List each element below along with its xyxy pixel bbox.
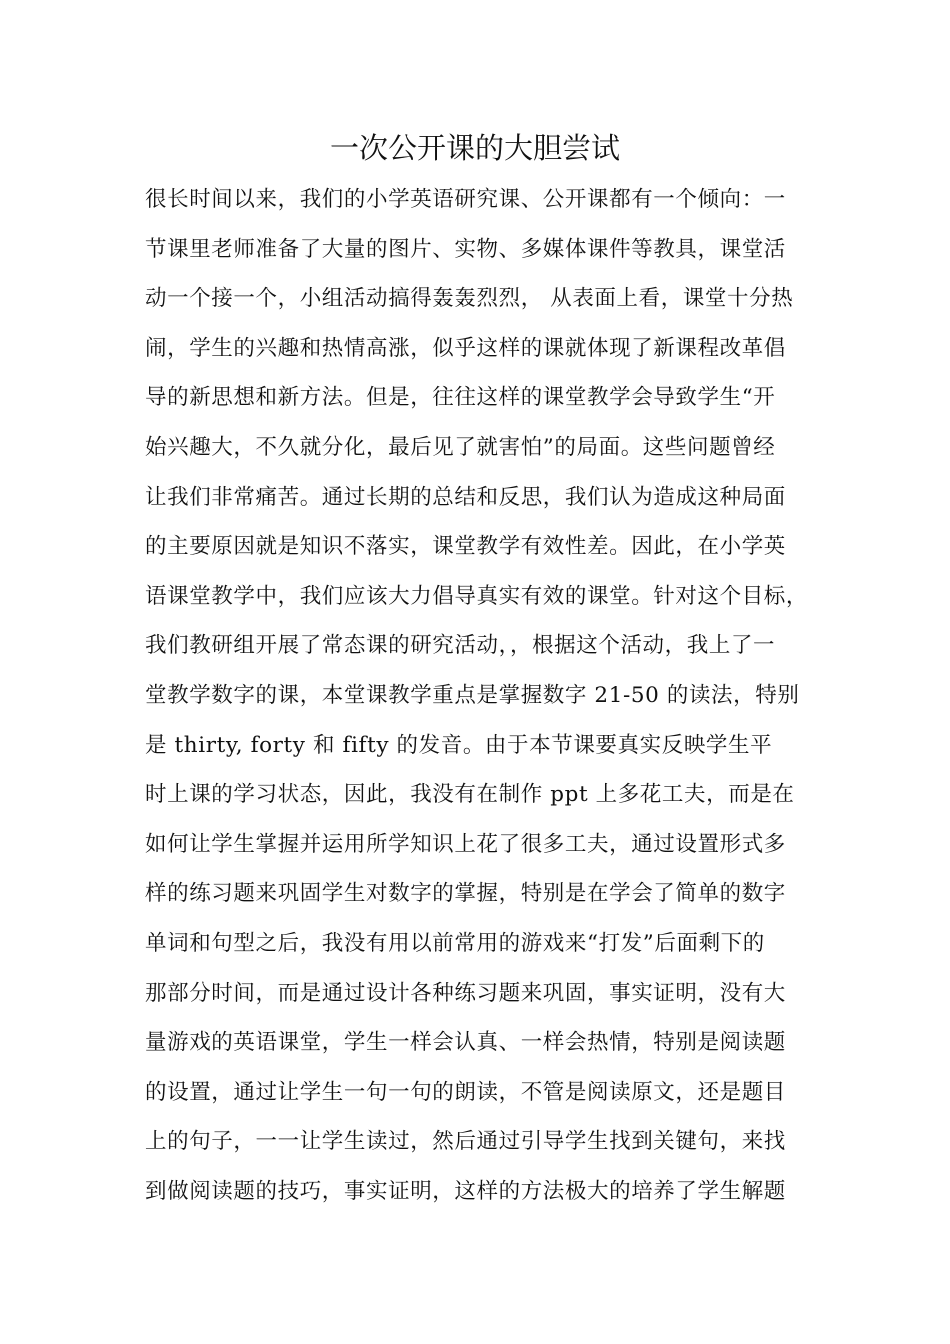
text-line-12: 是 thirty, forty 和 fifty 的发音。由于本节课要真实反映学生平 [145,732,773,758]
text-line-13: 时上课的学习状态，因此，我没有在制作 ppt 上多花工夫，而是在 [145,782,795,808]
text-line-19: 的设置，通过让学生一句一句的朗读，不管是阅读原文，还是题目 [145,1079,786,1105]
text-line-4: 闹，学生的兴趣和热情高涨，似乎这样的课就体现了新课程改革倡 [145,335,786,361]
text-line-5: 导的新思想和新方法。但是，往往这样的课堂教学会导致学生“开 [145,385,776,411]
text-line-21: 到做阅读题的技巧，事实证明，这样的方法极大的培养了学生解题 [145,1178,786,1204]
document-title: 一次公开课的大胆尝试 [329,131,620,165]
body-paragraph [145,180,825,1221]
text-line-1: 很长时间以来，我们的小学英语研究课、公开课都有一个倾向：一 [145,187,786,212]
text-line-7: 让我们非常痛苦。通过长期的总结和反思，我们认为造成这种局面 [145,484,786,510]
text-line-11: 堂教学数字的课，本堂课教学重点是掌握数字 21-50 的读法，特别 [145,682,800,708]
text-line-10: 我们教研组开展了常态课的研究活动，，根据这个活动，我上了一 [145,633,776,659]
text-line-16: 单词和句型之后，我没有用以前常用的游戏来“打发”后面剩下的 [145,930,765,956]
text-line-20: 上的句子，一一让学生读过，然后通过引导学生找到关键句，来找 [145,1129,786,1155]
text-line-3: 动一个接一个，小组活动搞得轰轰烈烈， 从表面上看，课堂十分热 [145,286,794,312]
text-line-14: 如何让学生掌握并运用所学知识上花了很多工夫，通过设置形式多 [145,831,786,857]
text-line-15: 样的练习题来巩固学生对数字的掌握，特别是在学会了简单的数字 [145,881,786,907]
text-line-8: 的主要原因就是知识不落实，课堂教学有效性差。因此，在小学英 [145,534,786,560]
text-line-2: 节课里老师准备了大量的图片、实物、多媒体课件等教具，课堂活 [145,236,786,262]
text-line-17: 那部分时间，而是通过设计各种练习题来巩固，事实证明，没有大 [145,980,786,1006]
text-line-18: 量游戏的英语课堂，学生一样会认真、一样会热情，特别是阅读题 [145,1030,786,1056]
text-line-9: 语课堂教学中，我们应该大力倡导真实有效的课堂。针对这个目标， [145,583,809,609]
text-line-6: 始兴趣大，不久就分化，最后见了就害怕”的局面。这些问题曾经 [145,434,776,460]
